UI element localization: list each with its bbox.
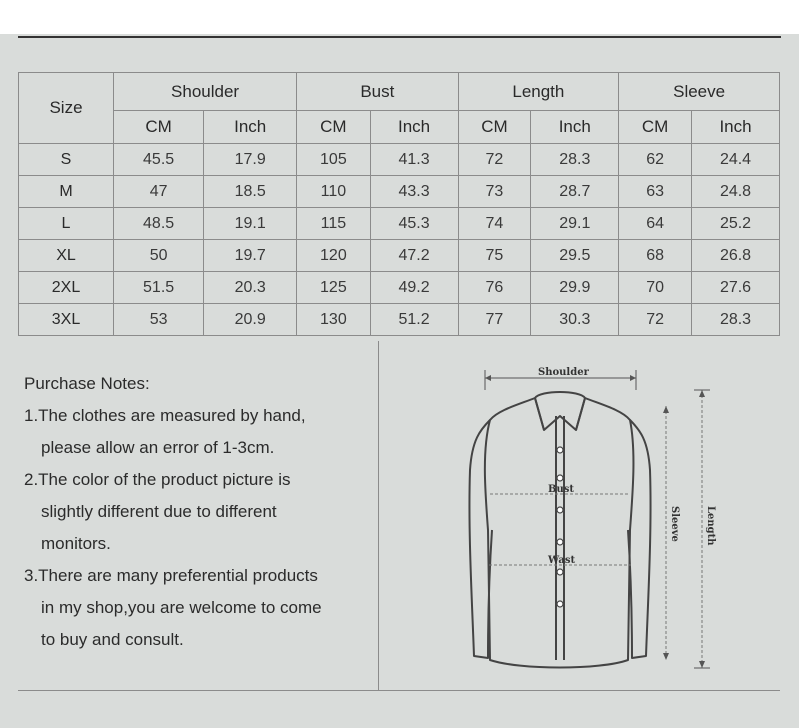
measurement-cell: 120: [297, 240, 370, 272]
section-divider: [378, 341, 379, 690]
length-label: Length: [705, 506, 716, 546]
measurement-cell: 24.4: [692, 144, 780, 176]
measurement-cell: 17.9: [204, 144, 297, 176]
size-cell: XL: [19, 240, 114, 272]
measurement-cell: 53: [114, 304, 204, 336]
unit-header: Inch: [204, 111, 297, 144]
note-line: slightly different due to different: [41, 502, 277, 521]
measurement-cell: 48.5: [114, 208, 204, 240]
size-header: Size: [19, 73, 114, 144]
table-body: [19, 144, 780, 336]
unit-header: CM: [458, 111, 531, 144]
measurement-cell: 25.2: [692, 208, 780, 240]
measurement-cell: 72: [619, 304, 692, 336]
measurement-cell: 30.3: [531, 304, 619, 336]
notes-title: Purchase Notes:: [24, 374, 150, 393]
measurement-cell: 47: [114, 176, 204, 208]
group-header-length: Length: [458, 73, 619, 111]
measurement-cell: 45.5: [114, 144, 204, 176]
measurement-cell: 41.3: [370, 144, 458, 176]
top-rule: [18, 36, 781, 38]
measurement-cell: 130: [297, 304, 370, 336]
measurement-cell: 63: [619, 176, 692, 208]
measurement-cell: 68: [619, 240, 692, 272]
size-cell: L: [19, 208, 114, 240]
measurement-cell: 28.7: [531, 176, 619, 208]
measurement-cell: 51.2: [370, 304, 458, 336]
measurement-cell: 74: [458, 208, 531, 240]
unit-header: CM: [114, 111, 204, 144]
table-row: [19, 240, 780, 272]
top-white-strip: [0, 0, 799, 34]
unit-header: CM: [619, 111, 692, 144]
size-cell: 2XL: [19, 272, 114, 304]
measurement-cell: 43.3: [370, 176, 458, 208]
measurement-cell: 73: [458, 176, 531, 208]
shirt-measurement-diagram: [440, 360, 740, 680]
sleeve-label: Sleeve: [669, 506, 680, 542]
size-table: [18, 72, 780, 336]
table-row: [19, 304, 780, 336]
measurement-cell: 20.3: [204, 272, 297, 304]
table-row: [19, 272, 780, 304]
shirt-buttons: [557, 447, 563, 607]
bottom-rule: [18, 690, 780, 691]
measurement-cell: 19.7: [204, 240, 297, 272]
measurement-cell: 115: [297, 208, 370, 240]
measurement-cell: 70: [619, 272, 692, 304]
measurement-cell: 110: [297, 176, 370, 208]
shoulder-label: Shoulder: [538, 367, 589, 378]
group-header-sleeve: Sleeve: [619, 73, 780, 111]
unit-header: Inch: [531, 111, 619, 144]
shirt-outline: [469, 392, 650, 668]
measurement-cell: 49.2: [370, 272, 458, 304]
note-line: 1.The clothes are measured by hand,: [24, 406, 306, 425]
measurement-cell: 72: [458, 144, 531, 176]
table-row: [19, 176, 780, 208]
note-line: in my shop,you are welcome to come: [41, 598, 322, 617]
measurement-cell: 29.5: [531, 240, 619, 272]
note-line: please allow an error of 1-3cm.: [41, 438, 275, 457]
measurement-cell: 28.3: [692, 304, 780, 336]
size-cell: M: [19, 176, 114, 208]
measurement-cell: 77: [458, 304, 531, 336]
unit-header: CM: [297, 111, 370, 144]
purchase-notes: [24, 368, 374, 656]
waist-label: Wast: [548, 555, 576, 566]
group-header-bust: Bust: [297, 73, 458, 111]
measurement-cell: 26.8: [692, 240, 780, 272]
measurement-cell: 29.9: [531, 272, 619, 304]
size-cell: 3XL: [19, 304, 114, 336]
measurement-cell: 28.3: [531, 144, 619, 176]
measurement-cell: 29.1: [531, 208, 619, 240]
note-line: 3.There are many preferential products: [24, 566, 318, 585]
measurement-cell: 125: [297, 272, 370, 304]
bust-label: Bust: [548, 484, 574, 495]
measurement-cell: 64: [619, 208, 692, 240]
note-line: monitors.: [41, 534, 111, 553]
measurement-cell: 19.1: [204, 208, 297, 240]
note-line: 2.The color of the product picture is: [24, 470, 291, 489]
measurement-cell: 105: [297, 144, 370, 176]
measurement-cell: 20.9: [204, 304, 297, 336]
measurement-cell: 47.2: [370, 240, 458, 272]
measurement-cell: 75: [458, 240, 531, 272]
measurement-cell: 24.8: [692, 176, 780, 208]
measurement-cell: 76: [458, 272, 531, 304]
measurement-cell: 18.5: [204, 176, 297, 208]
group-header-shoulder: Shoulder: [114, 73, 297, 111]
measurement-cell: 62: [619, 144, 692, 176]
measurement-cell: 51.5: [114, 272, 204, 304]
measurement-cell: 27.6: [692, 272, 780, 304]
shirt-diagram-svg: [440, 360, 740, 680]
measurement-cell: 45.3: [370, 208, 458, 240]
note-line: to buy and consult.: [41, 630, 184, 649]
unit-header: Inch: [370, 111, 458, 144]
measurement-cell: 50: [114, 240, 204, 272]
table-row: [19, 208, 780, 240]
table-row: [19, 144, 780, 176]
size-cell: S: [19, 144, 114, 176]
unit-header: Inch: [692, 111, 780, 144]
